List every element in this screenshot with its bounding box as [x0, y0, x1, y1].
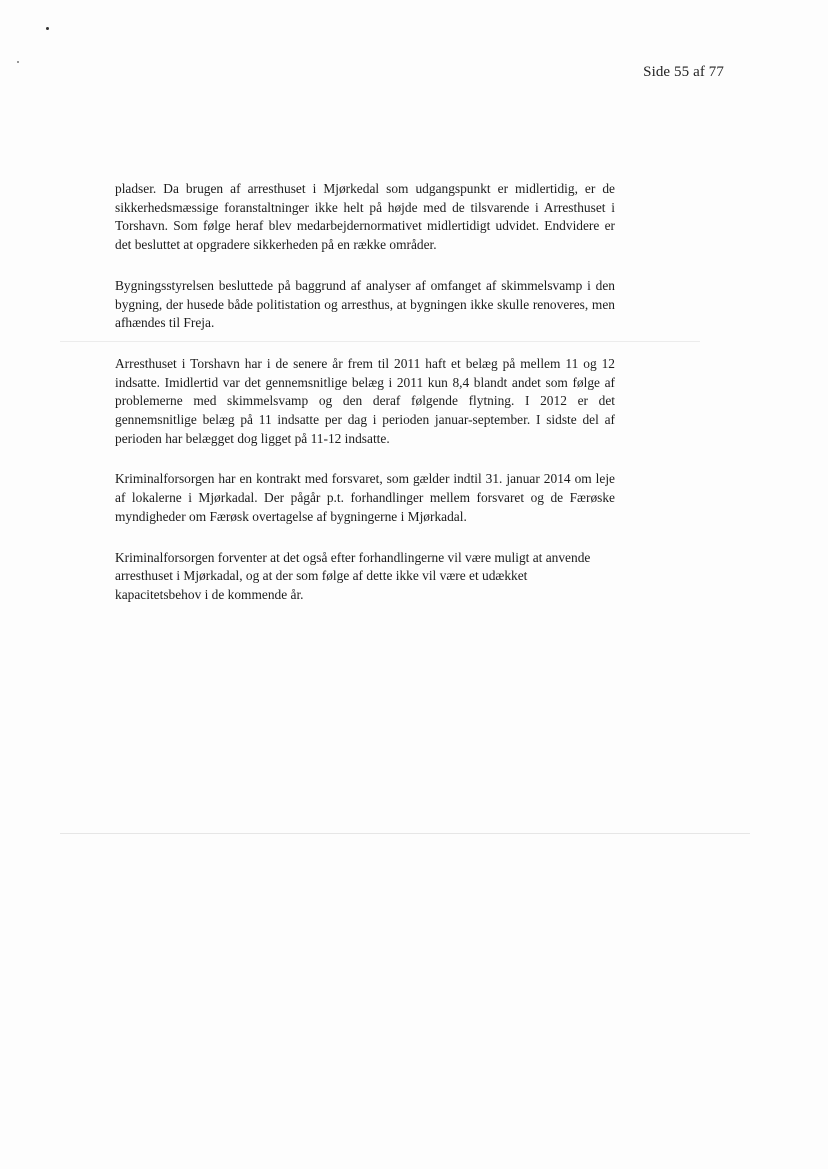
paragraph-contract: Kriminalforsorgen har en kontrakt med forsvaret, som gælder indtil 31. januar 2014 om leje af lokalerne i Mjørkadal. Der pågår p.t. forhandlinger mellem forsvaret og de Færøske myndigheder om Færøsk overtagelse af bygningerne i Mjørkadal. — [115, 471, 615, 524]
paragraph-capacity-security: pladser. Da brugen af arresthuset i Mjørkedal som udgangspunkt er midlertidig, er de sikkerhedsmæssige foranstaltninger ikke helt på højde med de tilsvarende i Arresthuset i Torshavn. Som følge heraf blev medarbejdernormativet midlertidigt udvidet. Endvidere er det besluttet at opgradere sikkerheden på en række områder. — [115, 181, 615, 253]
paragraph-expectation: Kriminalforsorgen forventer at det også efter forhandlingerne vil være muligt at anvende arresthuset i Mjørkadal, og at der som følge af dette ikke vil være et udækket kapacitetsbehov i de kommende år. — [115, 549, 591, 602]
paragraph-occupancy: Arresthuset i Torshavn har i de senere år frem til 2011 haft et belæg på mellem 11 og 12 indsatte. Imidlertid var det gennemsnitlige belæg i 2011 kun 8,4 blandt andet som følge af problemerne med skimmelsvamp og den deraf følgende flytning. I 2012 er det gennemsnitlige belæg på 11 indsatte per dag i perioden januar-september. I sidste del af perioden har belægget dog ligget på 11-12 indsatte. — [115, 355, 615, 446]
scan-speck — [17, 61, 19, 63]
document-body — [115, 180, 615, 627]
paragraph-building-decision: Bygningsstyrelsen besluttede på baggrund af analyser af omfanget af skimmelsvamp i den bygning, der husede både politistation og arresthus, at bygningen ikke skulle renoveres, men afhændes til Freja. — [115, 277, 615, 331]
scan-artifact-line — [60, 833, 750, 834]
page-number: Side 55 af 77 — [643, 64, 724, 80]
scan-speck — [46, 27, 49, 30]
